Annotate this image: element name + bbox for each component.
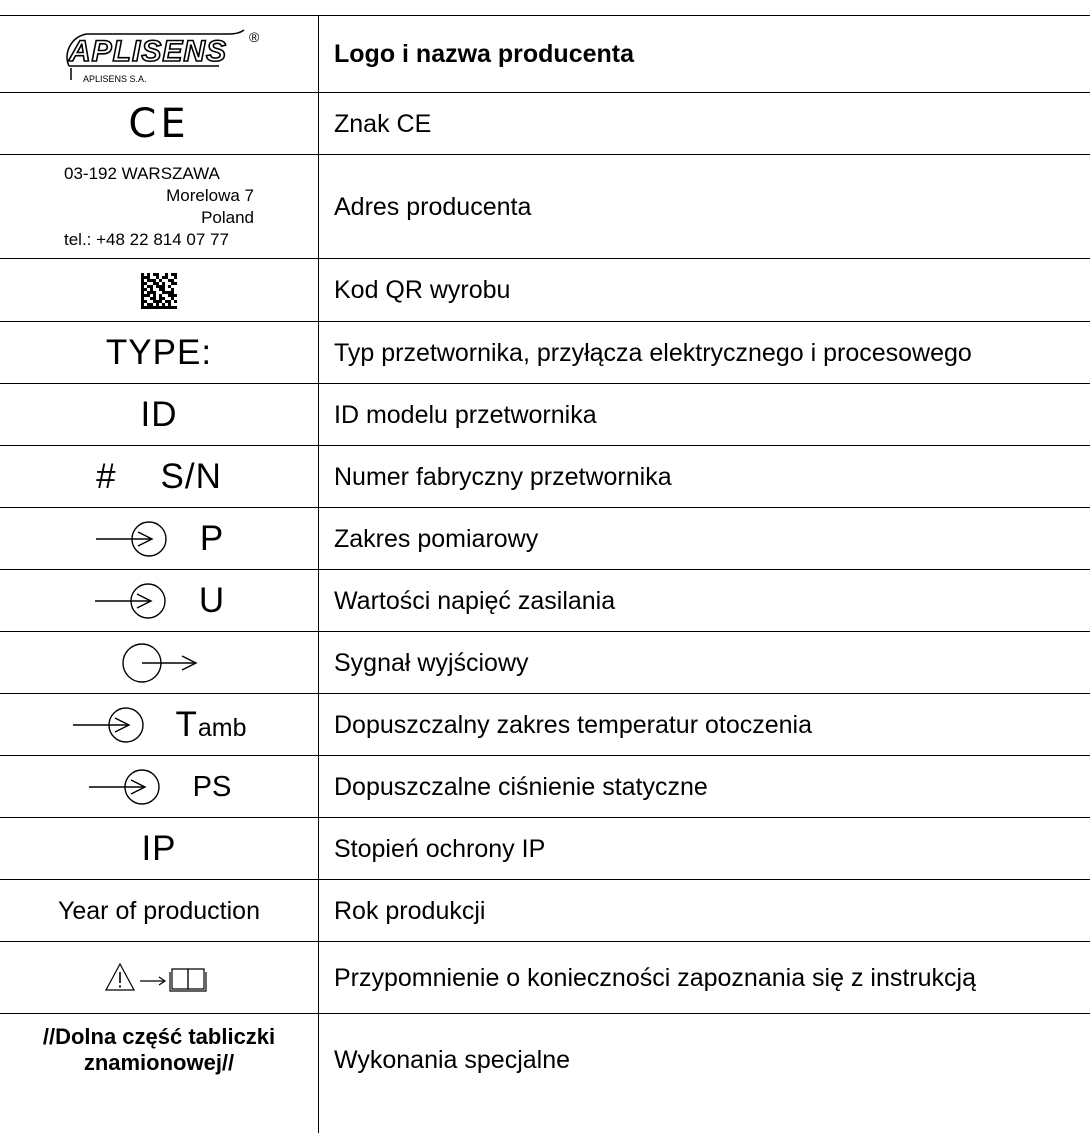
hash-symbol: # [96, 457, 117, 496]
nameplate-bottom-label: //Dolna część tabliczki znamionowej// [42, 1024, 276, 1075]
row-description: Przypomnienie o konieczności zapoznania się z instrukcją [334, 963, 976, 992]
row-description: Stopień ochrony IP [334, 834, 546, 863]
table-row [0, 92, 1090, 155]
qr-code-icon [141, 273, 177, 309]
row-description: Sygnał wyjściowy [334, 648, 529, 677]
table-row [0, 755, 1090, 818]
voltage-label: U [198, 581, 226, 620]
input-arrow-circle-icon [93, 581, 177, 621]
row-description: Typ przetwornika, przyłącza elektrycznego i procesowego [334, 338, 972, 367]
row-description: Dopuszczalne ciśnienie statyczne [334, 772, 708, 801]
row-description: Logo i nazwa producenta [334, 40, 635, 68]
row-description: ID modelu przetwornika [334, 400, 597, 429]
input-arrow-circle-icon [87, 767, 171, 807]
table-row [0, 321, 1090, 384]
row-description: Znak CE [334, 109, 432, 138]
row-description: Numer fabryczny przetwornika [334, 462, 672, 491]
year-of-production-label: Year of production [57, 896, 260, 925]
ambient-temperature-label: Tamb [175, 705, 247, 744]
type-label: TYPE: [105, 333, 213, 372]
ip-label: IP [141, 829, 177, 868]
warning-read-manual-icon [104, 961, 214, 995]
table-row [0, 693, 1090, 756]
row-description: Wykonania specjalne [334, 1046, 571, 1074]
row-description: Wartości napięć zasilania [334, 586, 616, 615]
table-row [0, 631, 1090, 694]
input-arrow-circle-icon [71, 705, 155, 745]
table-row [0, 1013, 1090, 1134]
pressure-label: P [199, 519, 225, 558]
static-pressure-label: PS [192, 770, 232, 803]
table-row [0, 154, 1090, 259]
row-description: Zakres pomiarowy [334, 524, 539, 553]
svg-text:APLISENS: APLISENS [69, 34, 228, 68]
table-row [0, 941, 1090, 1014]
table-row [0, 258, 1090, 322]
row-description: Kod QR wyrobu [334, 276, 511, 304]
row-description: Rok produkcji [334, 896, 486, 925]
table-row [0, 879, 1090, 942]
output-arrow-circle-icon [114, 642, 204, 684]
table-row [0, 15, 1090, 93]
serial-number-label: S/N [160, 457, 222, 496]
table-row [0, 817, 1090, 880]
input-arrow-circle-icon [94, 519, 178, 559]
table-row [0, 383, 1090, 446]
id-label: ID [140, 395, 178, 434]
table-row [0, 569, 1090, 632]
ce-mark: CE [128, 101, 190, 147]
table-row [0, 507, 1090, 570]
manufacturer-address: 03-192 WARSZAWA Morelowa 7 Poland tel.: +48 22 814 07 77 [64, 164, 254, 249]
row-description: Adres producenta [334, 192, 532, 221]
svg-text:APLISENS S.A.: APLISENS S.A. [83, 73, 147, 84]
row-description: Dopuszczalny zakres temperatur otoczenia [334, 710, 813, 739]
svg-text:®: ® [249, 28, 260, 45]
manufacturer-logo [0, 16, 318, 93]
table-row [0, 445, 1090, 508]
